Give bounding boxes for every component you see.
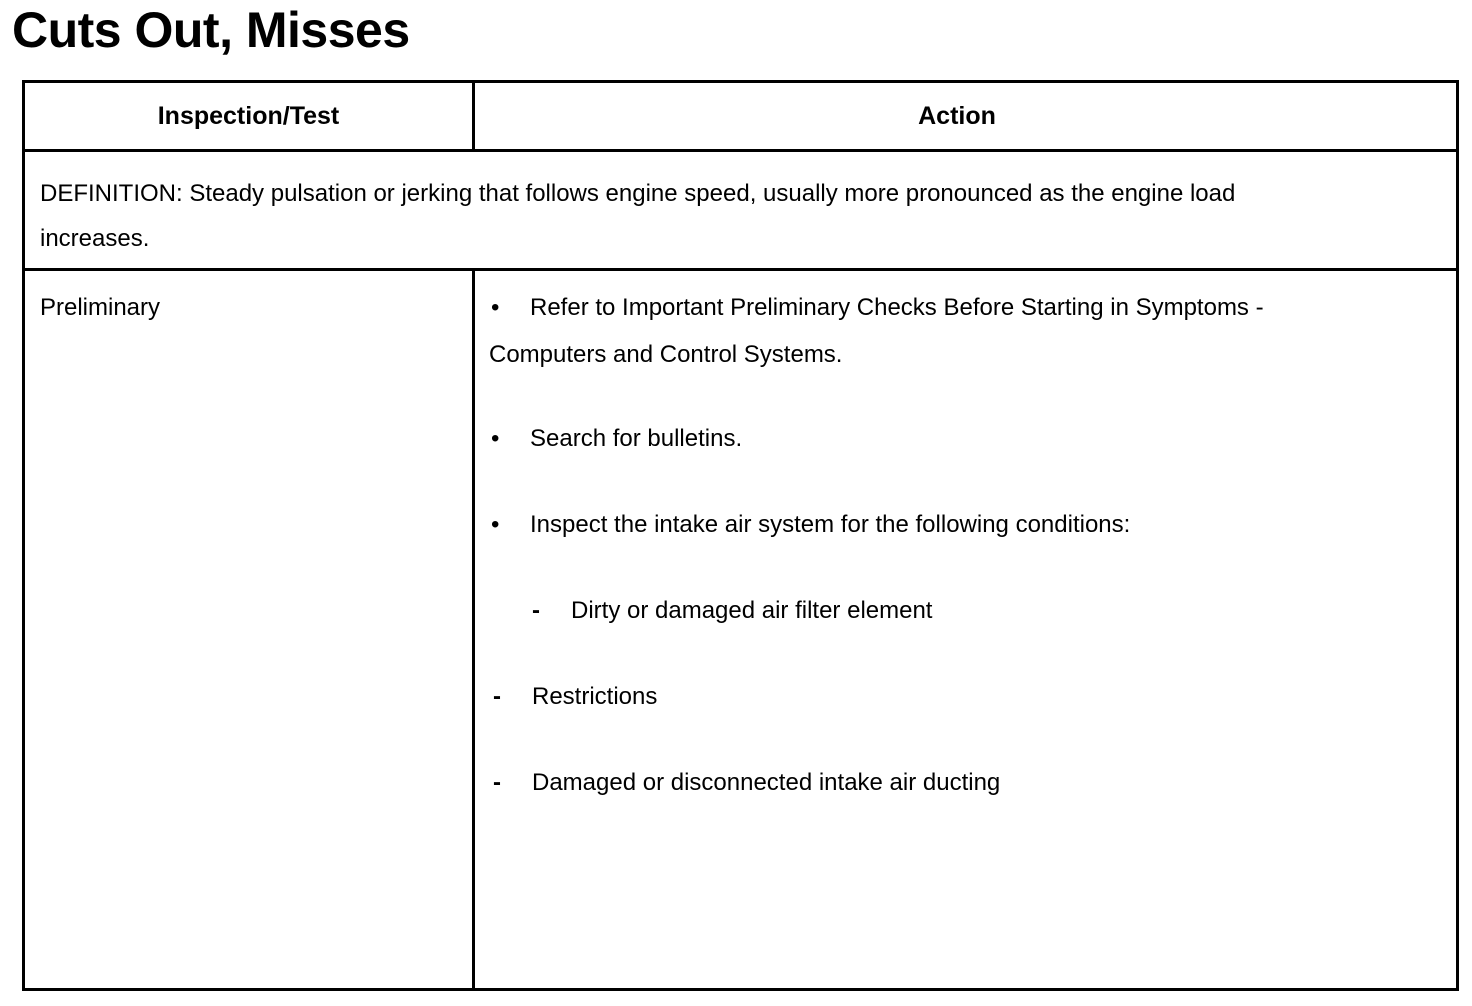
action-item-2: Search for bulletins.	[530, 425, 743, 452]
column-header-action: Action	[918, 102, 996, 130]
page-title: Cuts Out, Misses	[12, 2, 410, 58]
definition-text: DEFINITION: Steady pulsation or jerking that follows engine speed, usually more pronounced as the engine load increases.	[40, 180, 1236, 252]
bullet-marker: •	[491, 425, 500, 452]
action-subitem-1: Dirty or damaged air filter element	[571, 597, 933, 624]
bullet-marker: •	[491, 511, 500, 538]
bullet-marker: •	[491, 294, 500, 321]
action-subitem-2: Restrictions	[532, 683, 658, 710]
diagnostic-table	[22, 80, 1459, 991]
action-item-1-line-1: Refer to Important Preliminary Checks Before Starting in Symptoms -	[530, 294, 1264, 321]
header-divider	[25, 149, 1456, 152]
action-item-3: Inspect the intake air system for the following conditions:	[530, 511, 1131, 538]
definition-divider	[25, 268, 1456, 271]
dash-marker: -	[493, 683, 501, 710]
inspection-preliminary: Preliminary	[40, 294, 161, 321]
column-header-inspection: Inspection/Test	[157, 102, 340, 130]
action-subitem-3: Damaged or disconnected intake air ducting	[532, 769, 1001, 796]
dash-marker: -	[532, 597, 540, 624]
dash-marker: -	[493, 769, 501, 796]
action-item-1-line-2: Computers and Control Systems.	[489, 341, 843, 368]
body-column-divider	[472, 269, 475, 988]
